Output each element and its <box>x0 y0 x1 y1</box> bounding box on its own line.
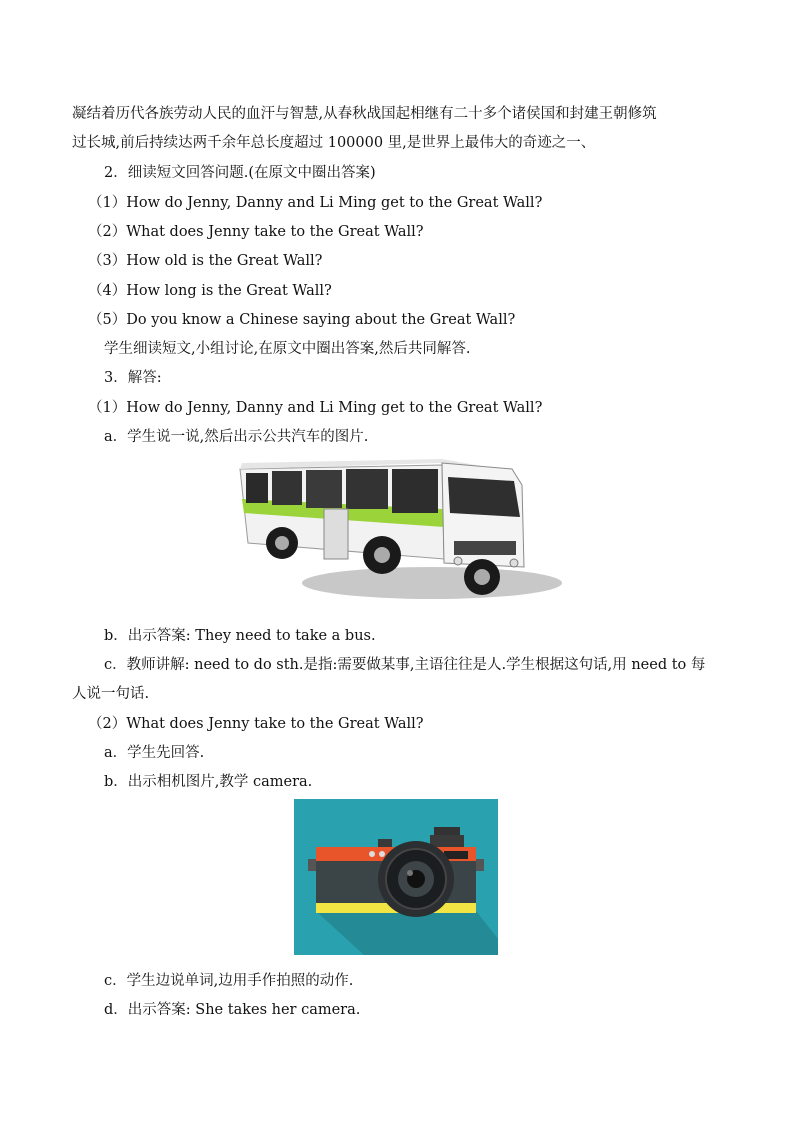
intro-text-line-1: 凝结着历代各族劳动人民的血汗与智慧,从春秋战国起相继有二十多个诸侯国和封建王朝修筑 <box>72 106 657 122</box>
answer2-b: b．出示相机图片,教学 camera. <box>104 774 313 790</box>
answer1-c-line-2: 人说一句话. <box>72 686 150 702</box>
step2-heading: 2．细读短文回答问题.(在原文中圈出答案) <box>104 165 376 181</box>
answer1-c-line-1: c．教师讲解: need to do sth.是指:需要做某事,主语往往是人.学生根据这句话,用 need to 每 <box>104 657 706 673</box>
step3-heading: 3．解答: <box>104 370 162 386</box>
question-5: （5）Do you know a Chinese saying about the Great Wall? <box>88 312 516 328</box>
question-4: （4）How long is the Great Wall? <box>88 283 332 299</box>
answer2-a: a．学生先回答. <box>104 745 205 761</box>
answer2-question: （2）What does Jenny take to the Great Wall? <box>88 716 424 732</box>
intro-text-line-2: 过长城,前后持续达两千余年总长度超过 100000 里,是世界上最伟大的奇迹之一、 <box>72 135 596 151</box>
step2-note: 学生细读短文,小组讨论,在原文中圈出答案,然后共同解答. <box>104 341 471 357</box>
answer1-b: b．出示答案: They need to take a bus. <box>104 628 376 644</box>
answer1-question: （1）How do Jenny, Danny and Li Ming get to the Great Wall? <box>88 400 543 416</box>
answer2-d: d．出示答案: She takes her camera. <box>104 1002 361 1018</box>
answer2-c: c．学生边说单词,边用手作拍照的动作. <box>104 973 354 989</box>
bus-illustration <box>232 455 562 610</box>
camera-illustration <box>294 799 498 955</box>
question-3: （3）How old is the Great Wall? <box>88 253 323 269</box>
question-1: （1）How do Jenny, Danny and Li Ming get to the Great Wall? <box>88 195 543 211</box>
question-2: （2）What does Jenny take to the Great Wall? <box>88 224 424 240</box>
answer1-a: a．学生说一说,然后出示公共汽车的图片. <box>104 429 369 445</box>
